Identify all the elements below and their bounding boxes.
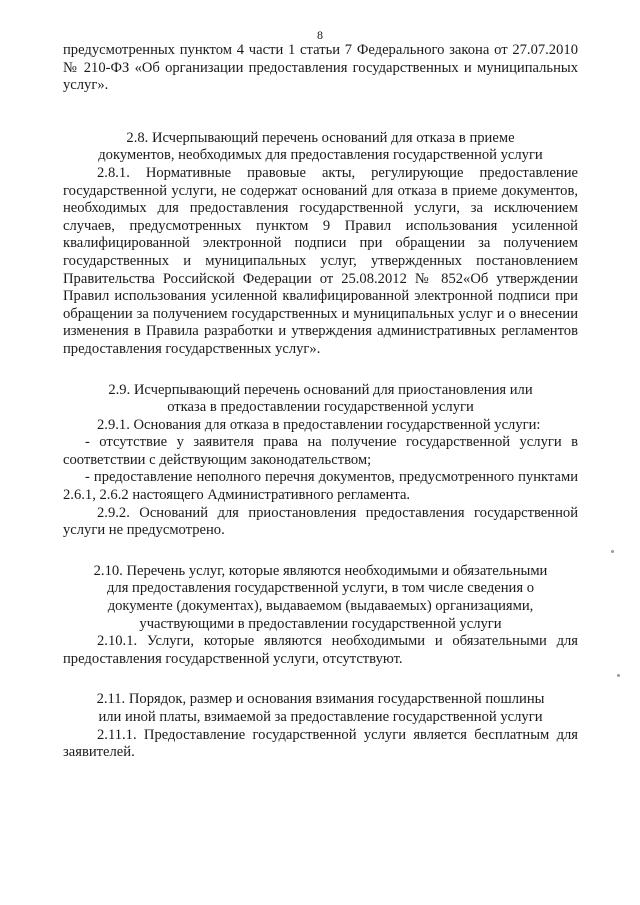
list-item-incomplete-documents: - предоставление неполного перечня документов, предусмотренного пунктами 2.6.1, 2.6.2 настоящего Административного регламента. <box>63 469 578 504</box>
paragraph-2-9-2: 2.9.2. Оснований для приостановления предоставления государственной услуги не предусмотрено. <box>63 504 578 539</box>
paragraph-2-8-1: 2.8.1. Нормативные правовые акты, регулирующие предоставление государственной услуги, не содержат оснований для отказа в приеме документов, необходимых для предоставления государственной услуги, за исключением случаев, предусмотренных пунктом 9 Правил использования усиленной квалифицированной электронной подписи при обращении за получением государственных и муниципальных услуг, утвержденных постановлением Правительства Российской Федерации от 25.08.2012 № 852«Об утверждении Правил использования усиленной квалифицированной электронной подписи при обращении за получением государственных и муниципальных услуг и о внесении изменения в Правила разработки и утверждения административных регламентов предоставления государственных услуг». <box>63 164 578 357</box>
section-2-9 <box>63 382 578 540</box>
section-2-11-heading: 2.11. Порядок, размер и основания взимания государственной пошлины или иной платы, взимаемой за предоставление государственной услуги <box>96 691 545 725</box>
paragraph-2-10-1: 2.10.1. Услуги, которые являются необходимыми и обязательными для предоставления государственной услуги, отсутствуют. <box>63 633 578 667</box>
section-2-9-heading: 2.9. Исчерпывающий перечень оснований для приостановления или отказа в предоставлении государственной услуги <box>108 381 533 416</box>
section-2-8-heading: 2.8. Исчерпывающий перечень оснований для отказа в приеме документов, необходимых для предоставления государственной услуги <box>98 129 543 164</box>
spacer <box>63 668 578 691</box>
paragraph-2-9-1: 2.9.1. Основания для отказа в предоставлении государственной услуги: <box>97 416 541 433</box>
section-2-10 <box>63 563 578 669</box>
page-number: 8 <box>317 28 323 42</box>
section-2-11 <box>63 691 578 761</box>
spacer <box>63 95 578 130</box>
document-body <box>63 42 578 762</box>
list-item-no-right: - отсутствие у заявителя права на получение государственной услуги в соответствии с действующим законодательством; <box>63 434 578 468</box>
section-2-8 <box>63 130 578 359</box>
spacer <box>63 540 578 563</box>
section-2-10-heading: 2.10. Перечень услуг, которые являются необходимыми и обязательными для предоставления государственной услуги, в том числе сведения о документе (документах), выдаваемом (выдаваемых) организациями, участвующими в предоставлении государственной услуги <box>93 562 548 632</box>
scan-speck <box>611 550 614 553</box>
continuation-paragraph: предусмотренных пунктом 4 части 1 статьи 7 Федерального закона от 27.07.2010 № 210-ФЗ «Об организации предоставления государственных и муниципальных услуг». <box>63 42 578 94</box>
paragraph-2-11-1: 2.11.1. Предоставление государственной услуги является бесплатным для заявителей. <box>63 726 578 761</box>
spacer <box>63 359 578 382</box>
scan-speck <box>617 674 620 677</box>
